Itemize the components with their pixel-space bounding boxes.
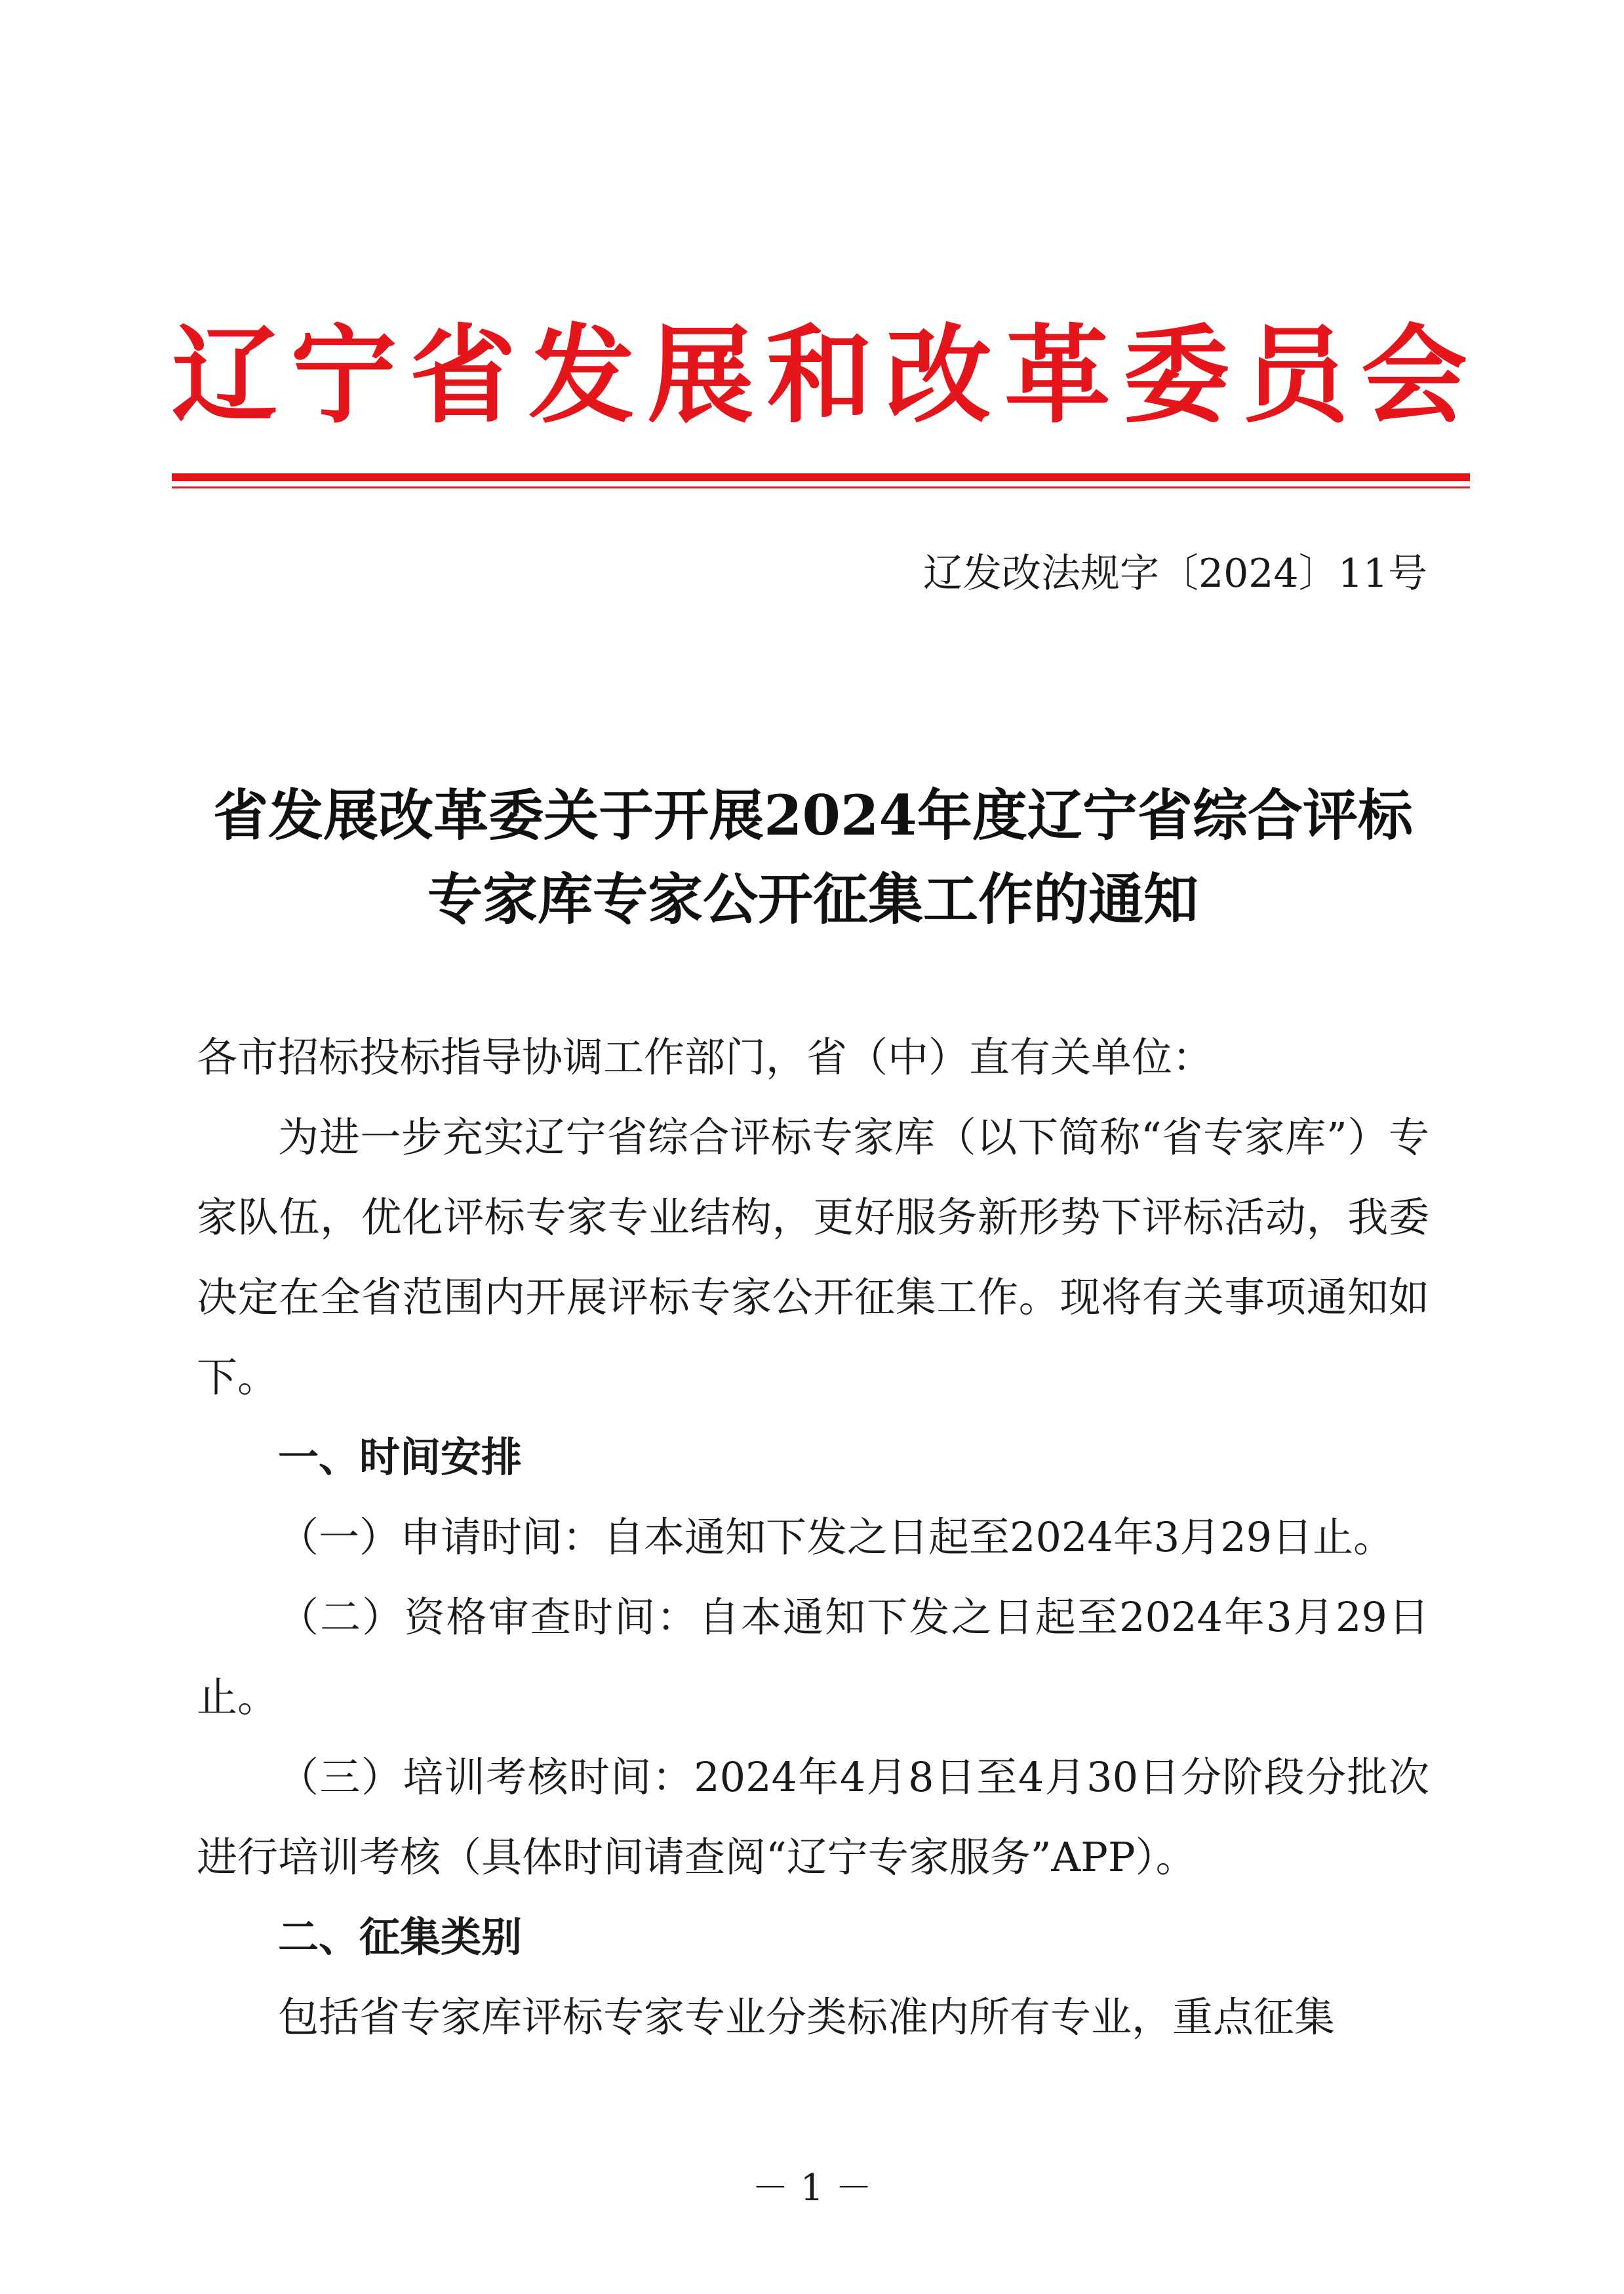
document-title xyxy=(197,774,1429,941)
red-divider-line-thin xyxy=(172,486,1470,488)
title-line-1: 省发展改革委关于开展2024年度辽宁省综合评标 xyxy=(213,783,1413,848)
red-divider-line xyxy=(172,473,1470,481)
salutation: 各市招标投标指导协调工作部门，省（中）直有关单位： xyxy=(197,1033,1214,1081)
section-heading-categories: 二、征集类别 xyxy=(278,1913,523,1961)
document-number: 辽发改法规字〔2024〕11号 xyxy=(922,551,1427,597)
section-heading-schedule: 一、时间安排 xyxy=(278,1433,523,1481)
document-body xyxy=(197,1018,1429,2057)
schedule-item-review: （二）资格审查时间：自本通知下发之日起至2024年3月29日止。 xyxy=(197,1593,1429,1721)
intro-paragraph: 为进一步充实辽宁省综合评标专家库（以下简称“省专家库”）专家队伍，优化评标专家专业结构，更好服务新形势下评标活动，我委决定在全省范围内开展评标专家公开征集工作。现将有关事项通知如下。 xyxy=(197,1113,1429,1401)
schedule-item-application: （一）申请时间：自本通知下发之日起至2024年3月29日止。 xyxy=(278,1513,1395,1561)
categories-paragraph: 包括省专家库评标专家专业分类标准内所有专业，重点征集 xyxy=(278,1993,1336,2041)
issuing-organization: 辽宁省发展和改革委员会 xyxy=(172,313,1470,438)
title-line-2: 专家库专家公开征集工作的通知 xyxy=(427,867,1198,932)
page-number: － 1 － xyxy=(751,2167,873,2209)
schedule-item-training: （三）培训考核时间：2024年4月8日至4月30日分阶段分批次进行培训考核（具体时间请查阅“辽宁专家服务”APP）。 xyxy=(197,1753,1429,1881)
